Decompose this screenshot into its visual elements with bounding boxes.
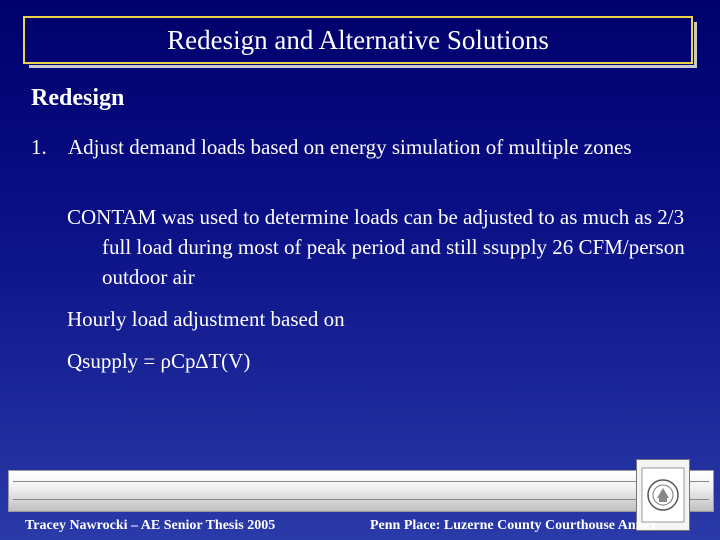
list-item-text: Adjust demand loads based on energy simulation of multiple zones bbox=[68, 135, 632, 159]
band-line bbox=[13, 481, 709, 482]
subpoint-equation: Qsupply = ρCp∆T(V) bbox=[67, 349, 251, 373]
slide-title-box bbox=[23, 16, 693, 64]
list-item-number: 1. bbox=[31, 135, 47, 159]
footer-project: Penn Place: Luzerne County Courthouse Annex bbox=[370, 518, 657, 533]
section-heading: Redesign bbox=[31, 85, 125, 111]
band-line bbox=[13, 499, 709, 500]
slide-title: Redesign and Alternative Solutions bbox=[167, 24, 549, 55]
subpoint-contam: CONTAM was used to determine loads can be adjusted to as much as 2/3 full load during most of peak period and still ssupply 26 CFM/person outdoor air bbox=[67, 205, 685, 289]
footer-author: Tracey Nawrocki – AE Senior Thesis 2005 bbox=[25, 518, 276, 533]
footer-band bbox=[8, 470, 714, 512]
subpoint-hourly-load: Hourly load adjustment based on bbox=[67, 307, 345, 331]
